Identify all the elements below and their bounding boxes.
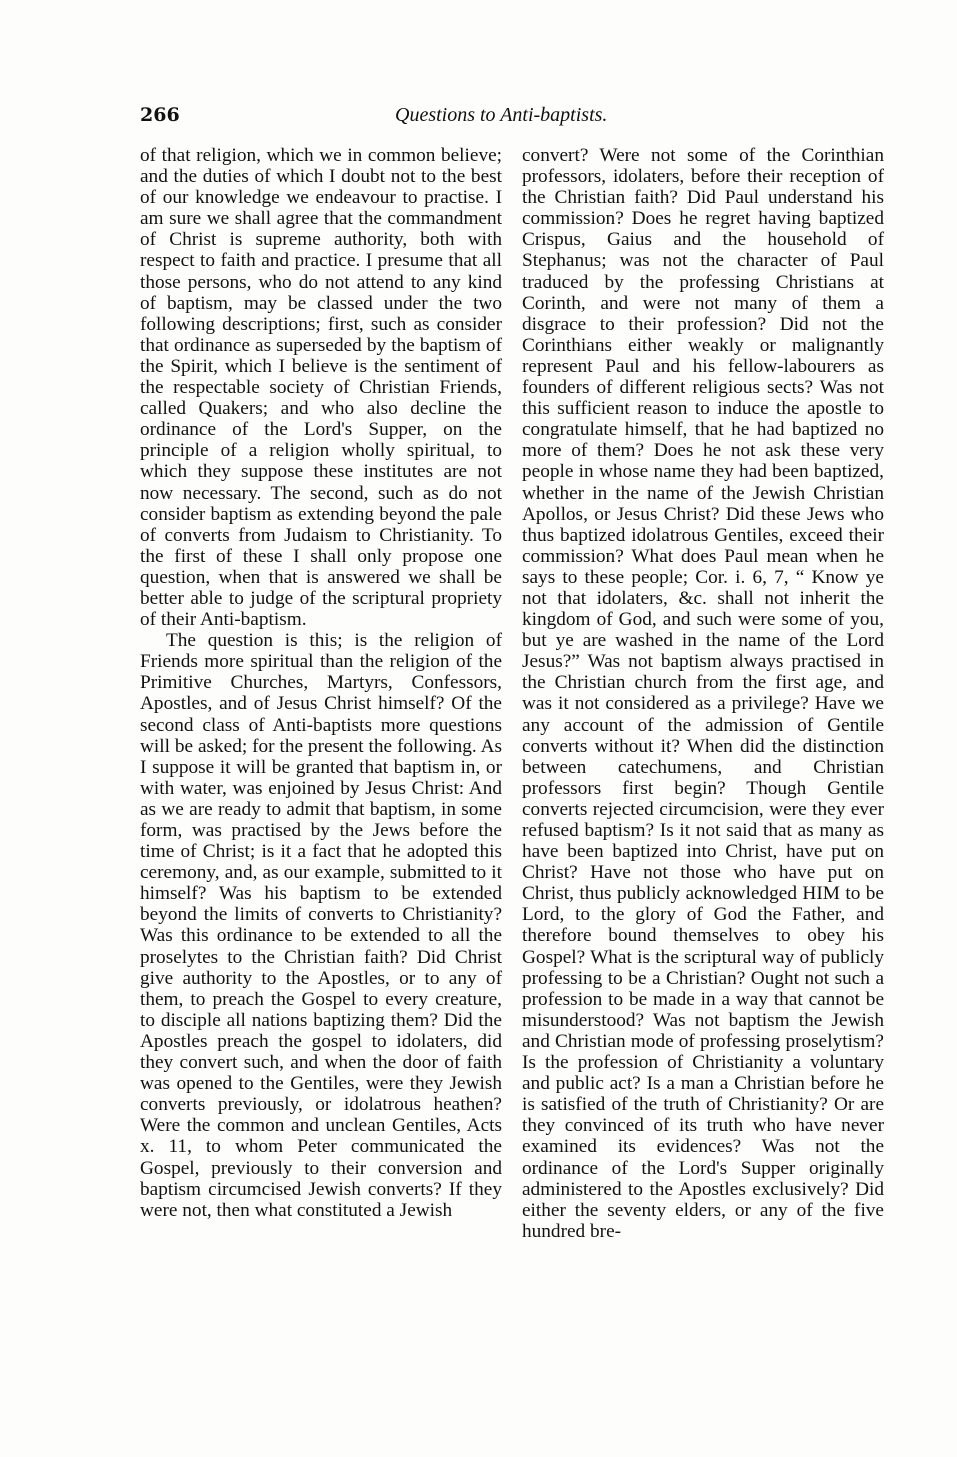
left-text-column	[140, 145, 502, 1221]
running-title: Questions to Anti-baptists.	[395, 104, 608, 126]
page-number: 266	[140, 104, 180, 126]
paragraph: of that religion, which we in common believe; and the duties of which I doubt not to the best of our knowledge we endeavour to practise. I am sure we shall agree that the commandment of Christ is supreme authority, both with respect to faith and practice. I presume that all those persons, who do not attend to any kind of baptism, may be classed under the two following descriptions; first, such as consider that ordinance as superseded by the baptism of the Spirit, which I believe is the sentiment of the respectable society of Christian Friends, called Quakers; and who also decline the ordinance of the Lord's Supper, on the principle of a religion wholly spiritual, to which they suppose these institutes are not now necessary. The second, such as do not consider baptism as extending beyond the pale of converts from Judaism to Christianity. To the first of these I shall only propose one question, when that is answered we shall be better able to judge of the scriptural propriety of their Anti-baptism.	[140, 145, 502, 631]
paragraph: The question is this; is the religion of Friends more spiritual than the religion of the Primitive Churches, Martyrs, Confessors, Apostles, and of Jesus Christ himself? Of the second class of Anti-baptists more questions will be asked; for the present the following. As I suppose it will be granted that baptism in, or with water, was enjoined by Jesus Christ: And as we are ready to admit that baptism, in some form, was practised by the Jews before the time of Christ; is it a fact that he adopted this ceremony, and, as our example, submitted to it himself? Was his baptism to be extended beyond the limits of converts to Christianity? Was this ordinance to be extended to all the proselytes to the Christian faith? Did Christ give authority to the Apostles, or to any of them, to preach the Gospel to every creature, to disciple all nations baptizing them? Did the Apostles preach the gospel to idolaters, did they convert such, and when the door of faith was opened to the Gentiles, were they Jewish converts previously, or idolatrous heathen? Were the common and unclean Gentiles, Acts x. 11, to whom Peter communicated the Gospel, previously to their conversion and baptism circumcised Jewish converts? If they were not, then what constituted a Jewish	[140, 630, 502, 1221]
page-header	[140, 104, 830, 134]
right-text-column	[522, 145, 884, 1242]
paragraph: convert? Were not some of the Corinthian professors, idolaters, before their reception of the Christian faith? Did Paul understand his commission? Does he regret having baptized Crispus, Gaius and the household of Stephanus; was not the character of Paul traduced by the professing Christians at Corinth, and were not many of them a disgrace to their profession? Did not the Corinthians either weakly or malignantly represent Paul and his fellow-labourers as founders of different religious sects? Was not this sufficient reason to induce the apostle to congratulate himself, that he had baptized no more of them? Does he not ask these very people in whose name they had been baptized, whether in the name of the Jewish Christian Apollos, or Jesus Christ? Did these Jews who thus baptized idolatrous Gentiles, exceed their commission? What does Paul mean when he says to these people; Cor. i. 6, 7, “ Know ye not that idolaters, &c. shall not inherit the kingdom of God, and such were some of you, but ye are washed in the name of the Lord Jesus?” Was not baptism always practised in the Christian church from the first age, and was it not considered as a privilege? Have we any account of the admission of Gentile converts without it? When did the distinction between catechumens, and Christian professors first begin? Though Gentile converts rejected circumcision, were they ever refused baptism? Is it not said that as many as have been baptized into Christ, have put on Christ? Have not those who have put on Christ, thus publicly acknowledged HIM to be Lord, to the glory of God the Father, and therefore bound themselves to obey his Gospel? What is the scriptural way of publicly professing to be a Christian? Ought not such a profession to be made in a way that cannot be misunderstood? Was not baptism the Jewish and Christian mode of professing proselytism? Is the profession of Christianity a voluntary and public act? Is a man a Christian before he is satisfied of the truth of Christianity? Or are they convinced of its truth who have never examined its evidences? Was not the ordinance of the Lord's Supper originally administered to the Apostles exclusively? Did either the seventy elders, or any of the five hundred bre-	[522, 145, 884, 1242]
